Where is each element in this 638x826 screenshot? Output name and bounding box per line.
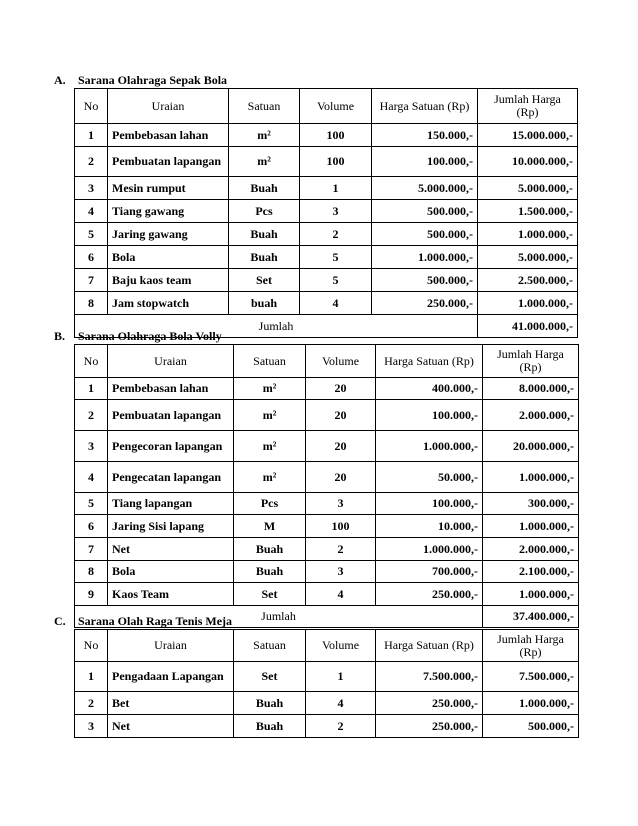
section-title-text: Sarana Olahraga Sepak Bola xyxy=(78,73,228,87)
cell-volume: 20 xyxy=(306,378,376,400)
cell-no: 7 xyxy=(75,269,108,292)
cell-jumlah-harga: 1.000.000,- xyxy=(483,515,579,538)
cell-satuan: Buah xyxy=(229,223,300,246)
cell-jumlah-harga: 1.000.000,- xyxy=(483,462,579,493)
cell-harga-satuan: 250.000,- xyxy=(376,583,483,606)
table-row xyxy=(75,400,579,431)
cell-volume: 4 xyxy=(306,583,376,606)
table-row xyxy=(75,715,579,738)
cell-harga-satuan: 10.000,- xyxy=(376,515,483,538)
header-harga-satuan: Harga Satuan (Rp) xyxy=(372,89,478,124)
section-b xyxy=(54,329,579,628)
cell-uraian: Bola xyxy=(108,561,234,583)
table-header-row xyxy=(75,345,579,378)
cell-harga-satuan: 250.000,- xyxy=(376,715,483,738)
cell-satuan: M xyxy=(234,515,306,538)
cell-satuan: m² xyxy=(234,431,306,462)
section-a xyxy=(54,73,578,338)
cell-satuan: buah xyxy=(229,292,300,315)
cell-volume: 3 xyxy=(300,200,372,223)
table-row xyxy=(75,200,578,223)
section-title-text: Sarana Olah Raga Tenis Meja xyxy=(78,614,233,628)
cell-volume: 1 xyxy=(306,662,376,692)
cell-uraian: Jaring Sisi lapang xyxy=(108,515,234,538)
header-satuan: Satuan xyxy=(229,89,300,124)
header-harga-satuan: Harga Satuan (Rp) xyxy=(376,345,483,378)
cell-satuan: Buah xyxy=(234,692,306,715)
cell-volume: 20 xyxy=(306,462,376,493)
cell-satuan: m² xyxy=(229,147,300,177)
cell-volume: 2 xyxy=(300,223,372,246)
cell-uraian: Mesin rumput xyxy=(108,177,229,200)
cell-no: 5 xyxy=(75,493,108,515)
cell-no: 4 xyxy=(75,200,108,223)
cell-no: 3 xyxy=(75,177,108,200)
cell-harga-satuan: 400.000,- xyxy=(376,378,483,400)
cell-jumlah-harga: 10.000.000,- xyxy=(478,147,578,177)
cell-volume: 100 xyxy=(306,515,376,538)
cell-satuan: Pcs xyxy=(234,493,306,515)
cell-volume: 20 xyxy=(306,400,376,431)
cell-satuan: Set xyxy=(234,662,306,692)
table-sepak-bola xyxy=(74,88,578,338)
section-c xyxy=(54,614,579,738)
section-a-title xyxy=(54,73,578,88)
cell-uraian: Jam stopwatch xyxy=(108,292,229,315)
cell-satuan: Buah xyxy=(229,246,300,269)
cell-harga-satuan: 700.000,- xyxy=(376,561,483,583)
cell-uraian: Bet xyxy=(108,692,234,715)
cell-uraian: Tiang lapangan xyxy=(108,493,234,515)
total-value: 41.000.000,- xyxy=(478,315,578,338)
table-row xyxy=(75,292,578,315)
cell-no: 5 xyxy=(75,223,108,246)
header-jumlah-harga: Jumlah Harga (Rp) xyxy=(483,345,579,378)
cell-volume: 4 xyxy=(306,692,376,715)
cell-jumlah-harga: 1.000.000,- xyxy=(478,292,578,315)
header-volume: Volume xyxy=(300,89,372,124)
table-row xyxy=(75,246,578,269)
table-row xyxy=(75,583,579,606)
cell-jumlah-harga: 300.000,- xyxy=(483,493,579,515)
table-header-row xyxy=(75,89,578,124)
cell-volume: 1 xyxy=(300,177,372,200)
header-uraian: Uraian xyxy=(108,89,229,124)
table-row xyxy=(75,692,579,715)
header-volume: Volume xyxy=(306,630,376,662)
header-jumlah-harga: Jumlah Harga (Rp) xyxy=(483,630,579,662)
cell-uraian: Baju kaos team xyxy=(108,269,229,292)
cell-uraian: Pembuatan lapangan xyxy=(108,400,234,431)
cell-satuan: Buah xyxy=(229,177,300,200)
cell-jumlah-harga: 2.000.000,- xyxy=(483,538,579,561)
cell-uraian: Pengadaan Lapangan xyxy=(108,662,234,692)
cell-jumlah-harga: 2.000.000,- xyxy=(483,400,579,431)
cell-jumlah-harga: 2.500.000,- xyxy=(478,269,578,292)
cell-jumlah-harga: 1.500.000,- xyxy=(478,200,578,223)
cell-no: 4 xyxy=(75,462,108,493)
header-satuan: Satuan xyxy=(234,345,306,378)
cell-jumlah-harga: 20.000.000,- xyxy=(483,431,579,462)
cell-no: 8 xyxy=(75,292,108,315)
cell-uraian: Bola xyxy=(108,246,229,269)
cell-harga-satuan: 500.000,- xyxy=(372,200,478,223)
cell-satuan: m² xyxy=(234,378,306,400)
cell-satuan: Set xyxy=(229,269,300,292)
section-c-title xyxy=(54,614,579,629)
cell-harga-satuan: 50.000,- xyxy=(376,462,483,493)
total-value: 37.400.000,- xyxy=(483,606,579,628)
cell-volume: 3 xyxy=(306,493,376,515)
cell-satuan: Buah xyxy=(234,561,306,583)
section-letter: B. xyxy=(54,329,66,343)
cell-volume: 5 xyxy=(300,269,372,292)
cell-jumlah-harga: 2.100.000,- xyxy=(483,561,579,583)
cell-no: 8 xyxy=(75,561,108,583)
header-harga-satuan: Harga Satuan (Rp) xyxy=(376,630,483,662)
cell-jumlah-harga: 1.000.000,- xyxy=(483,583,579,606)
table-tenis-meja xyxy=(74,629,579,738)
header-jumlah-harga: Jumlah Harga (Rp) xyxy=(478,89,578,124)
total-label: Jumlah xyxy=(75,315,478,338)
cell-harga-satuan: 1.000.000,- xyxy=(376,431,483,462)
cell-uraian: Pembuatan lapangan xyxy=(108,147,229,177)
section-title-text: Sarana Olahraga Bola Volly xyxy=(78,329,222,343)
header-no: No xyxy=(75,345,108,378)
table-row xyxy=(75,462,579,493)
cell-jumlah-harga: 5.000.000,- xyxy=(478,177,578,200)
cell-no: 2 xyxy=(75,400,108,431)
cell-harga-satuan: 250.000,- xyxy=(372,292,478,315)
cell-uraian: Pembebasan lahan xyxy=(108,378,234,400)
cell-harga-satuan: 100.000,- xyxy=(376,493,483,515)
table-row xyxy=(75,662,579,692)
cell-satuan: Set xyxy=(234,583,306,606)
header-no: No xyxy=(75,89,108,124)
cell-satuan: m² xyxy=(229,124,300,147)
header-satuan: Satuan xyxy=(234,630,306,662)
cell-jumlah-harga: 1.000.000,- xyxy=(478,223,578,246)
section-letter: C. xyxy=(54,614,66,628)
header-volume: Volume xyxy=(306,345,376,378)
table-row xyxy=(75,223,578,246)
table-row xyxy=(75,177,578,200)
cell-harga-satuan: 500.000,- xyxy=(372,223,478,246)
cell-no: 1 xyxy=(75,662,108,692)
cell-harga-satuan: 500.000,- xyxy=(372,269,478,292)
cell-satuan: Buah xyxy=(234,715,306,738)
cell-harga-satuan: 150.000,- xyxy=(372,124,478,147)
cell-satuan: Buah xyxy=(234,538,306,561)
cell-harga-satuan: 100.000,- xyxy=(376,400,483,431)
cell-satuan: m² xyxy=(234,400,306,431)
cell-no: 6 xyxy=(75,515,108,538)
cell-uraian: Net xyxy=(108,538,234,561)
total-label: Jumlah xyxy=(75,606,483,628)
cell-no: 2 xyxy=(75,147,108,177)
cell-harga-satuan: 5.000.000,- xyxy=(372,177,478,200)
cell-uraian: Pengecatan lapangan xyxy=(108,462,234,493)
cell-no: 2 xyxy=(75,692,108,715)
cell-volume: 100 xyxy=(300,124,372,147)
table-row xyxy=(75,561,579,583)
cell-no: 1 xyxy=(75,378,108,400)
table-row xyxy=(75,269,578,292)
cell-satuan: Pcs xyxy=(229,200,300,223)
cell-harga-satuan: 1.000.000,- xyxy=(372,246,478,269)
cell-harga-satuan: 100.000,- xyxy=(372,147,478,177)
table-row xyxy=(75,515,579,538)
table-row xyxy=(75,147,578,177)
table-bola-volly xyxy=(74,344,579,628)
cell-volume: 2 xyxy=(306,715,376,738)
cell-jumlah-harga: 1.000.000,- xyxy=(483,692,579,715)
table-row xyxy=(75,493,579,515)
header-no: No xyxy=(75,630,108,662)
cell-no: 1 xyxy=(75,124,108,147)
cell-volume: 3 xyxy=(306,561,376,583)
cell-jumlah-harga: 15.000.000,- xyxy=(478,124,578,147)
cell-harga-satuan: 1.000.000,- xyxy=(376,538,483,561)
cell-jumlah-harga: 8.000.000,- xyxy=(483,378,579,400)
cell-volume: 20 xyxy=(306,431,376,462)
cell-volume: 2 xyxy=(306,538,376,561)
cell-uraian: Kaos Team xyxy=(108,583,234,606)
cell-volume: 100 xyxy=(300,147,372,177)
cell-no: 3 xyxy=(75,715,108,738)
header-uraian: Uraian xyxy=(108,630,234,662)
cell-uraian: Pembebasan lahan xyxy=(108,124,229,147)
section-letter: A. xyxy=(54,73,66,87)
cell-no: 7 xyxy=(75,538,108,561)
cell-no: 3 xyxy=(75,431,108,462)
section-b-title xyxy=(54,329,579,344)
table-row xyxy=(75,538,579,561)
cell-harga-satuan: 7.500.000,- xyxy=(376,662,483,692)
cell-jumlah-harga: 5.000.000,- xyxy=(478,246,578,269)
cell-jumlah-harga: 500.000,- xyxy=(483,715,579,738)
table-header-row xyxy=(75,630,579,662)
cell-volume: 4 xyxy=(300,292,372,315)
cell-uraian: Tiang gawang xyxy=(108,200,229,223)
cell-no: 9 xyxy=(75,583,108,606)
table-row xyxy=(75,378,579,400)
cell-volume: 5 xyxy=(300,246,372,269)
cell-uraian: Net xyxy=(108,715,234,738)
cell-uraian: Jaring gawang xyxy=(108,223,229,246)
cell-no: 6 xyxy=(75,246,108,269)
table-row xyxy=(75,124,578,147)
cell-harga-satuan: 250.000,- xyxy=(376,692,483,715)
table-row xyxy=(75,431,579,462)
cell-uraian: Pengecoran lapangan xyxy=(108,431,234,462)
cell-satuan: m² xyxy=(234,462,306,493)
header-uraian: Uraian xyxy=(108,345,234,378)
cell-jumlah-harga: 7.500.000,- xyxy=(483,662,579,692)
